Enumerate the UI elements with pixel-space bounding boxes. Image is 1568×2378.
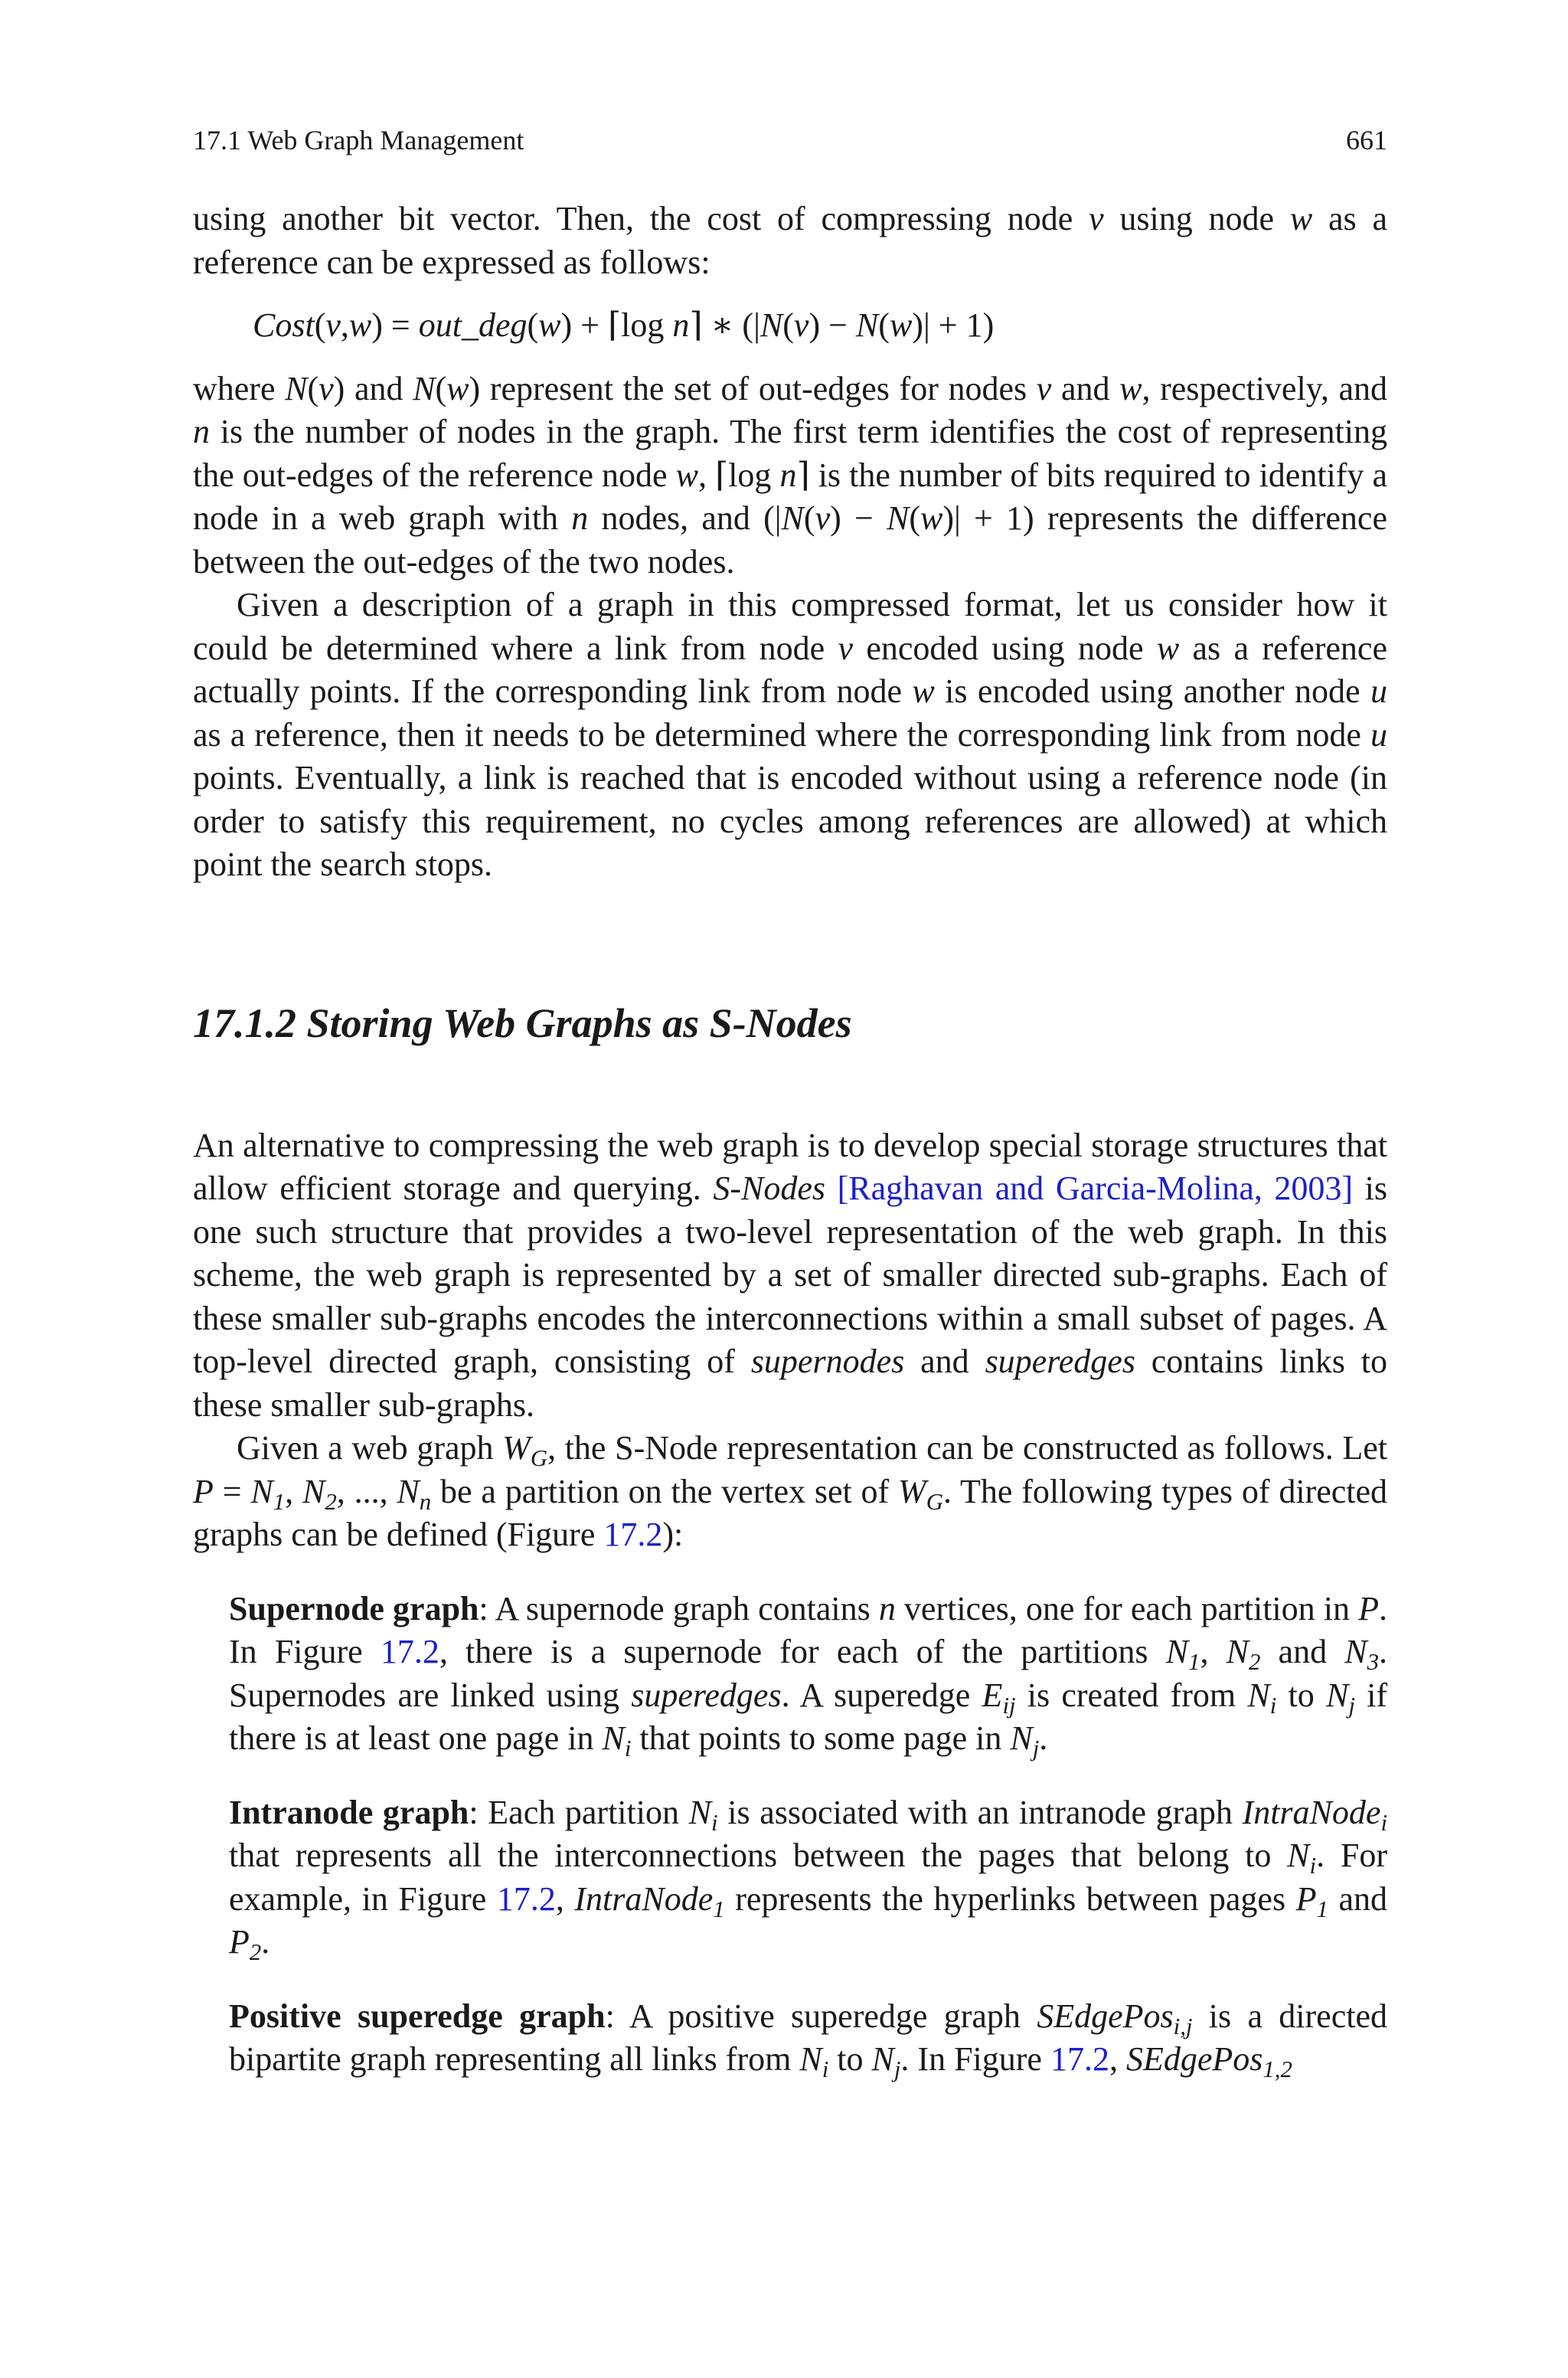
paragraph-5: Given a web graph $W_G$, the S-Node representation can be constructed as follows. Let $P = N_1$, $N_2$, ..., $N_n$ be a partition on the vertex set of $W_G$. The following types of directed graphs can be defined (Figure 17.2): [193, 1429, 1388, 1553]
figure-reference-link[interactable]: 17.2 [496, 1879, 556, 1918]
definition-intranode-graph: Intranode graph: Each partition $N_i$ is associated with an intranode graph IntraNode$_i$ that represents all the interconnections between the pages that belong to $N_i$. For example, in Figure 17.2, IntraNode$_1$ represents the hyperlinks between pages $P_1$ and $P_2$. [229, 1793, 1388, 1966]
section-heading: 17.1.2 Storing Web Graphs as S-Nodes [193, 999, 852, 1046]
header-section: 17.1 Web Graph Management [193, 125, 524, 155]
definition-supernode-graph: Supernode graph: A supernode graph contains n vertices, one for each partition in P. In Figure 17.2, there is a supernode for each of the partitions $N_1$, $N_2$ and $N_3$. Supernodes are linked using superedges. A superedge $E_{ij}$ is created from $N_i$ to $N_j$ if there is at least one page in $N_i$ that points to some page in $N_j$. [229, 1589, 1388, 1762]
running-header [193, 123, 1387, 158]
page-number: 661 [1346, 125, 1387, 155]
definition-positive-superedge-graph: Positive superedge graph: A positive superedge graph SEdgePos$_{i,j}$ is a directed bipartite graph representing all links from $N_i$ to $N_j$. In Figure 17.2, SEdgePos$_{1,2}$ [229, 1997, 1387, 2083]
paragraph-3: Given a description of a graph in this compressed format, let us consider how it could be determined where a link from node v encoded using node w as a reference actually points. If the corresponding link from node w is encoded using another node u as a reference, then it needs to be determined where the corresponding link from node u points. Eventually, a link is reached that is encoded without using a reference node (in order to satisfy this requirement, no cycles among references are allowed) at which point the search stops. [193, 586, 1387, 883]
cost-equation: Cost(v,w) = out_deg(w) + ⌈log n⌉ ∗ (|N(v) − N(w)| + 1) [253, 306, 995, 344]
page-body [193, 198, 1387, 2082]
paragraph-1: using another bit vector. Then, the cost of compressing node v using node w as a reference can be expressed as follows: [193, 200, 1387, 281]
paragraph-2: where N(v) and N(w) represent the set of out-edges for nodes v and w, respectively, and n is the number of nodes in the graph. The first term identifies the cost of representing the out-edges of the reference node w, ⌈log n⌉ is the number of bits required to identify a node in a web graph with n nodes, and (|N(v) − N(w)| + 1) represents the difference between the out-edges of the two nodes. [193, 369, 1387, 581]
figure-reference-link[interactable]: 17.2 [1050, 2040, 1109, 2078]
figure-reference-link[interactable]: 17.2 [380, 1633, 439, 1670]
paragraph-4: An alternative to compressing the web graph is to develop special storage structures that allow efficient storage and querying. S-Nodes [Raghavan and Garcia-Molina, 2003] is one such structure that provides a two-level representation of the web graph. In this scheme, the web graph is represented by a set of smaller directed sub-graphs. Each of these smaller sub-graphs encodes the interconnections within a small subset of pages. A top-level directed graph, consisting of supernodes and superedges contains links to these smaller sub-graphs. [193, 1126, 1388, 1424]
figure-reference-link[interactable]: 17.2 [603, 1516, 663, 1553]
definition-list [229, 1588, 1387, 2082]
citation-link[interactable]: [Raghavan and Garcia-Molina, 2003] [837, 1169, 1354, 1207]
